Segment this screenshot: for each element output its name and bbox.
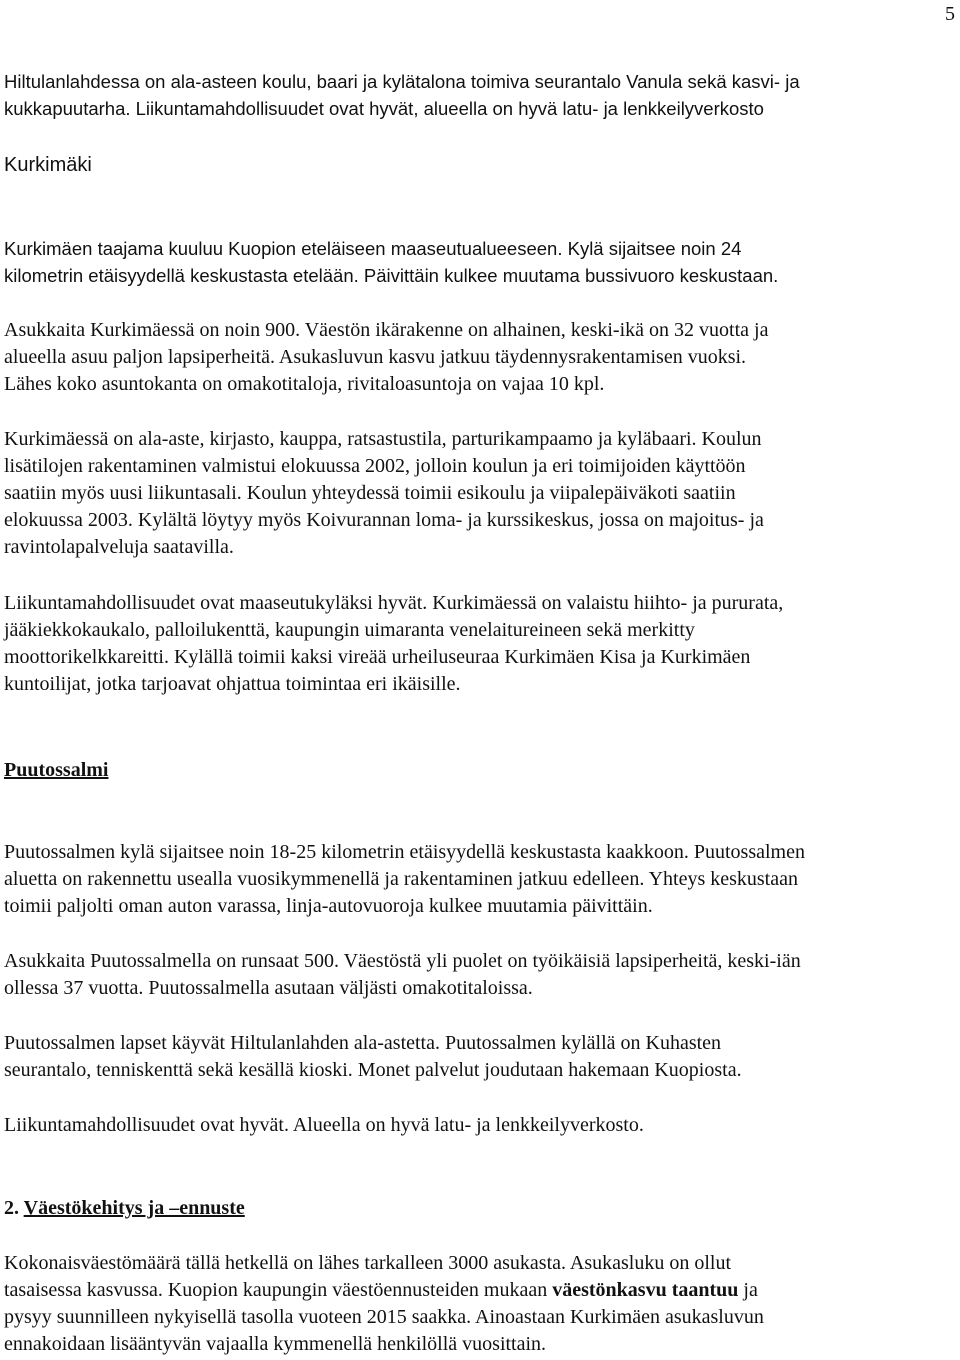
text-line: moottorikelkkareitti. Kylällä toimii kaksi vireää urheiluseuraa Kurkimäen Kisa ja Kurkimäen bbox=[4, 646, 751, 668]
text-line: Asukkaita Puutossalmella on runsaat 500. Väestöstä yli puolet on työikäisiä lapsiperheitä, keski-iän bbox=[4, 950, 801, 972]
text-line: aluetta on rakennettu usealla vuosikymmenellä ja rakentaminen jatkuu edelleen. Yhteys keskustaan bbox=[4, 868, 798, 890]
emphasis-text: väestönkasvu taantuu bbox=[552, 1279, 739, 1301]
puutossalmi-paragraph-3 bbox=[4, 1030, 958, 1084]
kurkimaki-paragraph-4 bbox=[4, 590, 958, 698]
text-line: ravintolapalveluja saatavilla. bbox=[4, 536, 234, 558]
page-number: 5 bbox=[945, 3, 955, 25]
text-line: kuntoilijat, jotka tarjoavat ohjattua toimintaa eri ikäisille. bbox=[4, 673, 461, 695]
section-2-paragraph bbox=[4, 1250, 958, 1358]
kurkimaki-paragraph-3 bbox=[4, 426, 958, 561]
text-line: Lähes koko asuntokanta on omakotitaloja, rivitaloasuntoja on vajaa 10 kpl. bbox=[4, 373, 605, 395]
text-line: Hiltulanlahdessa on ala-asteen koulu, baari ja kylätalona toimiva seurantalo Vanula sekä kasvi- ja bbox=[4, 71, 800, 92]
text-line: Liikuntamahdollisuudet ovat hyvät. Alueella on hyvä latu- ja lenkkeilyverkosto. bbox=[4, 1114, 644, 1136]
text-line: elokuussa 2003. Kylältä löytyy myös Koivurannan loma- ja kurssikeskus, jossa on majoitus- ja bbox=[4, 509, 764, 531]
section-title: Väestökehitys ja –ennuste bbox=[23, 1197, 245, 1219]
kurkimaki-heading: Kurkimäki bbox=[4, 154, 92, 176]
text-line: Kokonaisväestömäärä tällä hetkellä on lähes tarkalleen 3000 asukasta. Asukasluku on ollut bbox=[4, 1252, 732, 1274]
text-line: Liikuntamahdollisuudet ovat maaseutukyläksi hyvät. Kurkimäessä on valaistu hiihto- ja pururata, bbox=[4, 592, 784, 614]
text-line: toimii paljolti oman auton varassa, linja-autovuoroja kulkee muutamia päivittäin. bbox=[4, 895, 653, 917]
section-2-heading bbox=[4, 1195, 245, 1222]
puutossalmi-heading: Puutossalmi bbox=[4, 759, 109, 781]
text-line: Kurkimäessä on ala-aste, kirjasto, kauppa, ratsastustila, parturikampaamo ja kyläbaari. Koulun bbox=[4, 428, 762, 450]
text-run: tasaisessa kasvussa. Kuopion kaupungin väestöennusteiden mukaan bbox=[4, 1279, 553, 1301]
puutossalmi-paragraph-4 bbox=[4, 1112, 958, 1139]
text-line: kilometrin etäisyydellä keskustasta etelään. Päivittäin kulkee muutama bussivuoro keskustaan. bbox=[4, 265, 779, 286]
puutossalmi-paragraph-1 bbox=[4, 839, 958, 920]
text-line: saatiin myös uusi liikuntasali. Koulun yhteydessä toimii esikoulu ja viipalepäiväkoti saatiin bbox=[4, 482, 736, 504]
text-line: lisätilojen rakentaminen valmistui elokuussa 2002, jolloin koulun ja eri toimijoiden käyttöön bbox=[4, 455, 746, 477]
kurkimaki-paragraph-1 bbox=[4, 235, 958, 289]
puutossalmi-paragraph-2 bbox=[4, 948, 958, 1002]
text-line: Puutossalmen kylä sijaitsee noin 18-25 kilometrin etäisyydellä keskustasta kaakkoon. Puutossalmen bbox=[4, 841, 805, 863]
kurkimaki-paragraph-2 bbox=[4, 317, 958, 398]
text-line-with-emphasis bbox=[4, 1277, 958, 1304]
text-line: pysyy suunnilleen nykyisellä tasolla vuoteen 2015 saakka. Ainoastaan Kurkimäen asukasluvun bbox=[4, 1306, 764, 1328]
text-line: kukkapuutarha. Liikuntamahdollisuudet ovat hyvät, alueella on hyvä latu- ja lenkkeilyverkosto bbox=[4, 98, 764, 119]
text-line: seurantalo, tenniskenttä sekä kesällä kioski. Monet palvelut joudutaan hakemaan Kuopiosta. bbox=[4, 1059, 742, 1081]
text-line: Puutossalmen lapset käyvät Hiltulanlahden ala-astetta. Puutossalmen kylällä on Kuhasten bbox=[4, 1032, 722, 1054]
section-number: 2. bbox=[4, 1197, 24, 1219]
text-line: Kurkimäen taajama kuuluu Kuopion eteläiseen maaseutualueeseen. Kylä sijaitsee noin 24 bbox=[4, 238, 742, 259]
text-run: ja bbox=[738, 1279, 758, 1301]
text-line: ollessa 37 vuotta. Puutossalmella asutaan väljästi omakotitaloissa. bbox=[4, 977, 533, 999]
text-line: jääkiekkokaukalo, palloilukenttä, kaupungin uimaranta venelaitureineen sekä merkitty bbox=[4, 619, 695, 641]
text-line: alueella asuu paljon lapsiperheitä. Asukasluvun kasvu jatkuu täydennysrakentamisen vuoksi. bbox=[4, 346, 747, 368]
text-line: ennakoidaan lisääntyvän vajaalla kymmenellä henkilöllä vuosittain. bbox=[4, 1333, 547, 1355]
text-line: Asukkaita Kurkimäessä on noin 900. Väestön ikärakenne on alhainen, keski-ikä on 32 vuotta ja bbox=[4, 319, 769, 341]
intro-paragraph bbox=[4, 68, 958, 122]
